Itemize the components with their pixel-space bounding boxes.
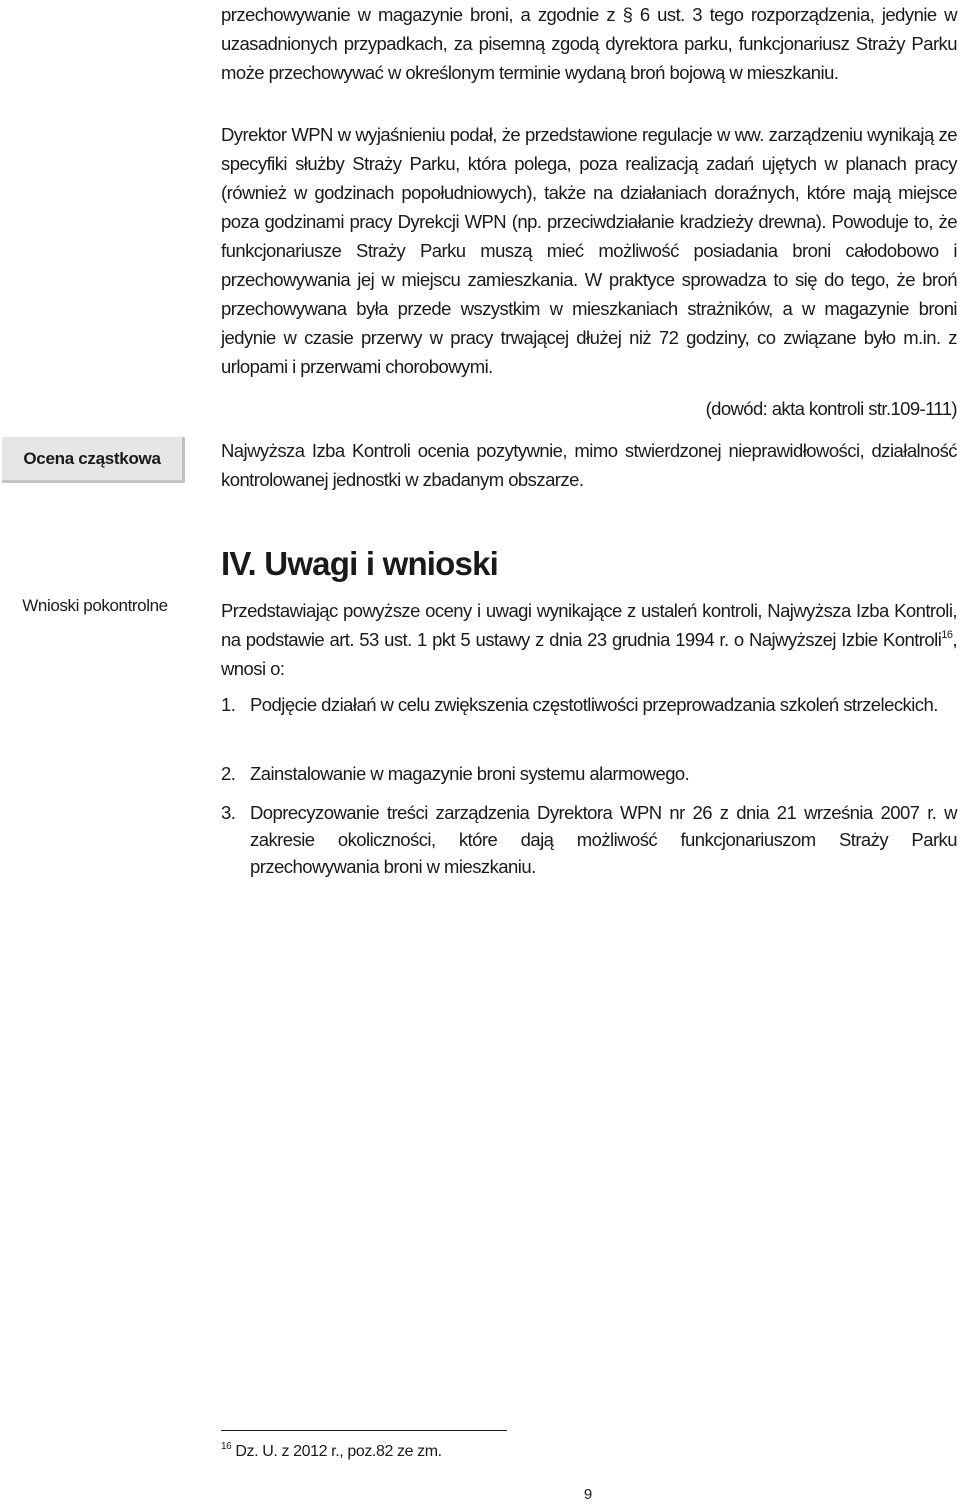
footnote-text: Dz. U. z 2012 r., poz.82 ze zm. [231,1443,442,1460]
sidebar-label-conclusions: Wnioski pokontrolne [22,596,168,615]
list-item-number: 1. [221,694,236,715]
list-item-text: Podjęcie działań w celu zwiększenia częstotliwości przeprowadzania szkoleń strzeleckich. [250,694,938,715]
sidebar-label-partial-assessment [2,437,185,483]
evidence-reference: (dowód: akta kontroli str.109-111) [705,398,957,419]
recommendation-list-item-3 [221,799,957,880]
list-item-number: 2. [221,763,236,784]
footnote-separator [221,1430,507,1431]
sidebar-label-text: Ocena cząstkowa [23,448,161,468]
paragraph-regulation-continuation: przechowywanie w magazynie broni, a zgodnie z § 6 ust. 3 tego rozporządzenia, jedynie w uzasadnionych przypadkach, za pisemną zgodą dyrektora parku, funkcjonariusz Straży Parku może przechowywać w określonym terminie wydaną broń bojową w mieszkaniu. [221,4,957,83]
section-heading: IV. Uwagi i wnioski [221,545,498,582]
list-item [221,760,957,787]
intro-suffix: , wnosi o: [221,629,957,679]
footnote-number: 16 [221,1441,232,1452]
paragraph-partial-assessment: Najwyższa Izba Kontroli ocenia pozytywnie, mimo stwierdzonej nieprawidłowości, działalność kontrolowanej jednostki w zbadanym obszarze. [221,440,957,490]
intro-text: Przedstawiając powyższe oceny i uwagi wynikające z ustaleń kontroli, Najwyższa Izba Kontroli, na podstawie art. 53 ust. 1 pkt 5 ustawy z dnia 23 grudnia 1994 r. o Najwyższej Izbie Kontroli [221,600,957,650]
list-item [221,691,957,718]
page-number: 9 [583,1486,593,1503]
footnote [221,1443,442,1461]
paragraph-conclusions-intro [221,596,957,683]
footnote-reference: 16 [941,629,953,641]
list-item [221,799,957,880]
list-item-text: Doprecyzowanie treści zarządzenia Dyrektora WPN nr 26 z dnia 21 września 2007 r. w zakresie okoliczności, które dają możliwość funkcjonariuszom Straży Parku przechowywania broni w mieszkaniu. [250,802,957,877]
list-item-text: Zainstalowanie w magazynie broni systemu alarmowego. [250,763,690,784]
paragraph-director-explanation: Dyrektor WPN w wyjaśnieniu podał, że przedstawione regulacje w ww. zarządzeniu wynikają ze specyfiki służby Straży Parku, która polega, poza realizacją zadań ujętych w planach pracy (również w godzinach popołudniowych), także na działaniach doraźnych, które mają miejsce poza godzinami pracy Dyrekcji WPN (np. przeciwdziałanie kradzieży drewna). Powoduje to, że funkcjonariusze Straży Parku muszą mieć możliwość posiadania broni całodobowo i przechowywania jej w miejscu zamieszkania. W praktyce sprowadza to się do tego, że broń przechowywana była przede wszystkim w mieszkaniach strażników, a w magazynie broni jedynie w czasie przerwy w pracy trwającej dłużej niż 72 godziny, co związane było m.in. z urlopami i przerwami chorobowymi. [221,124,957,377]
recommendation-list-item-2 [221,760,957,787]
list-item-number: 3. [221,802,236,823]
recommendation-list-item-1 [221,691,957,718]
